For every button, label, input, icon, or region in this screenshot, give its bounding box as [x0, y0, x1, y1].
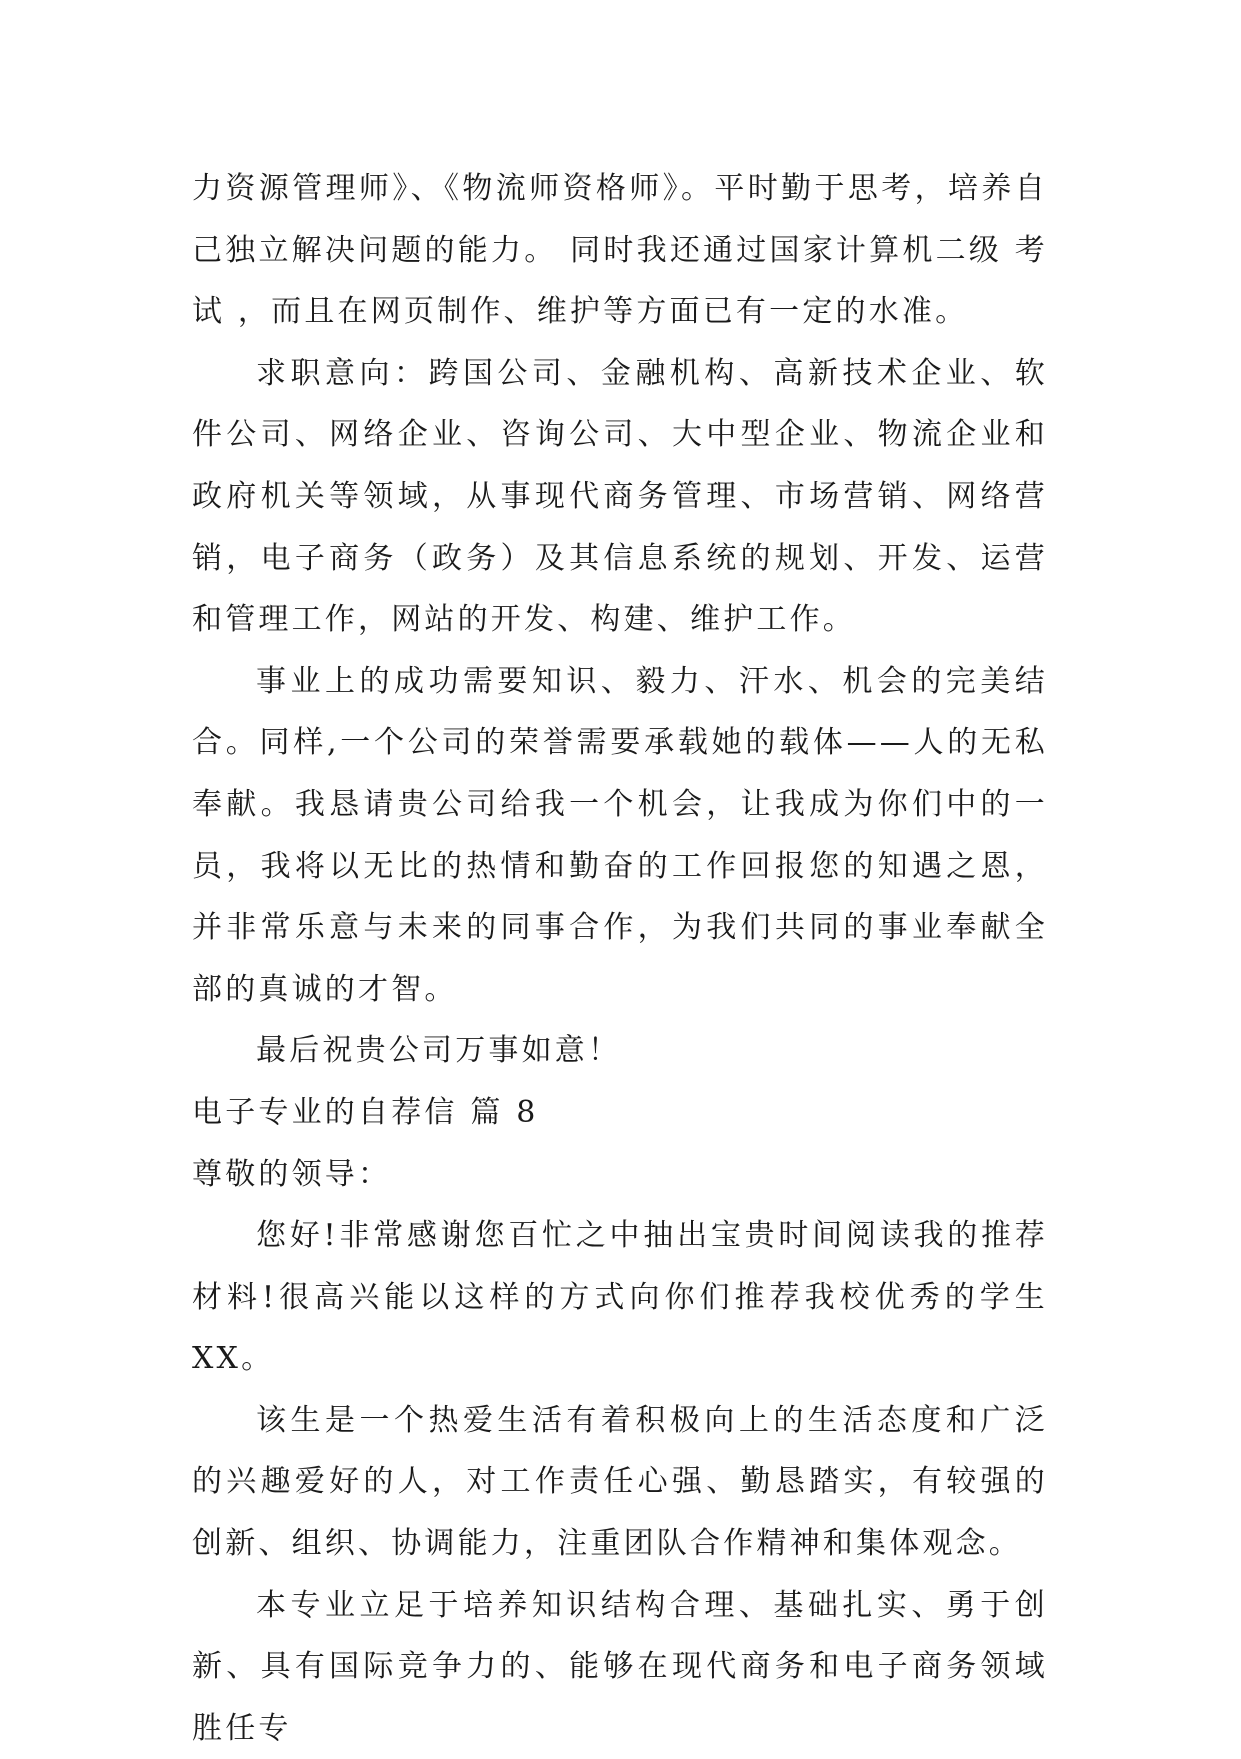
- document-body: [192, 158, 1048, 1759]
- paragraph-job-intention: 求职意向：跨国公司、金融机构、高新技术企业、软件公司、网络企业、咨询公司、大中型企业、物流企业和政府机关等领域，从事现代商务管理、市场营销、网络营销，电子商务（政务）及其信息系统的规划、开发、运营和管理工作，网站的开发、构建、维护工作。: [192, 355, 1048, 638]
- paragraph-greeting: 您好!非常感谢您百忙之中抽出宝贵时间阅读我的推荐材料!很高兴能以这样的方式向你们推荐我校优秀的学生 XX。: [192, 1218, 1048, 1377]
- paragraph-closing-wish: 最后祝贵公司万事如意！: [256, 1033, 622, 1069]
- section-heading: 电子专业的自荐信 篇 8: [192, 1094, 539, 1130]
- paragraph-major-description: 本专业立足于培养知识结构合理、基础扎实、勇于创新、具有国际竞争力的、能够在现代商务和电子商务领域胜任专: [192, 1587, 1048, 1746]
- paragraph-career-success: 事业上的成功需要知识、毅力、汗水、机会的完美结合。同样,一个公司的荣誉需要承载她的载体——人的无私奉献。我恳请贵公司给我一个机会，让我成为你们中的一员，我将以无比的热情和勤奋的工作回报您的知遇之恩，并非常乐意与未来的同事合作，为我们共同的事业奉献全部的真诚的才智。: [192, 663, 1048, 1007]
- paragraph-student-character: 该生是一个热爱生活有着积极向上的生活态度和广泛的兴趣爱好的人，对工作责任心强、勤恳踏实，有较强的创新、组织、协调能力，注重团队合作精神和集体观念。: [192, 1402, 1048, 1562]
- paragraph-skills-continued: 力资源管理师》、《物流师资格师》。平时勤于思考，培养自己独立解决问题的能力。 同时我还通过国家计算机二级 考试 ，而且在网页制作、维护等方面已有一定的水准。: [192, 171, 1048, 330]
- salutation: 尊敬的领导：: [192, 1156, 392, 1192]
